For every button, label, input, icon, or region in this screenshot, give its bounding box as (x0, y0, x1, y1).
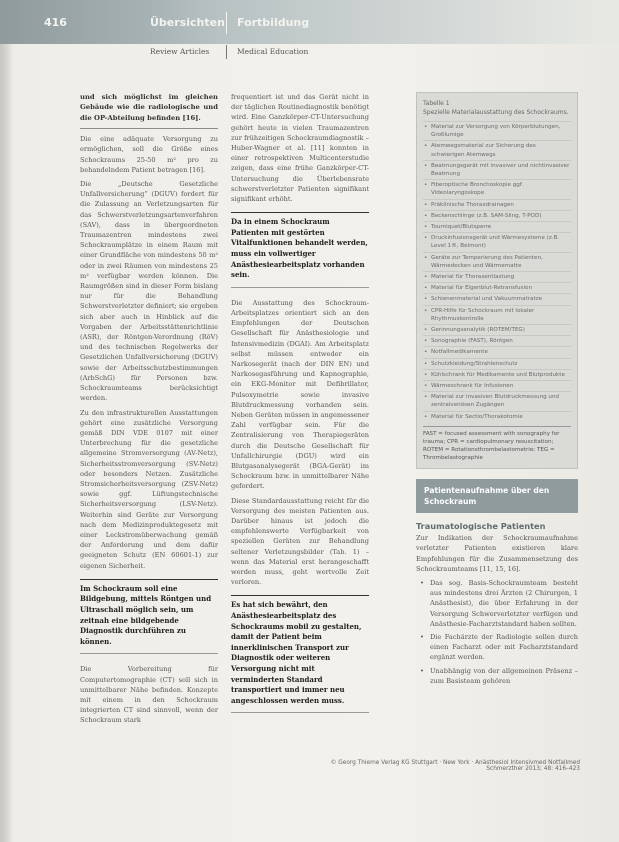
table-list-item: • Kühlschrank für Medikamente und Blutprodukte (423, 369, 571, 380)
paragraph: Diese Standardausstattung reicht für die Versorgung des meisten Patienten aus. Darüber hinaus ist jedoch die empfehlenswerte Verfügbarkeit von speziellen Geräten zur Behandlung seltener Verletzungsbilder (Tab. 1) – wenn das Material erst herangeschafft werden muss, geht wertvolle Zeit verloren. (231, 496, 369, 587)
binding-shadow (0, 0, 12, 842)
section-title-left: Übersichten (150, 16, 225, 29)
table-list-item: • Sonographie (FAST), Röntgen (423, 335, 571, 346)
table-list-item: • Schienenmaterial und Vakuummatratze (423, 293, 571, 304)
divider (80, 128, 218, 129)
subheader (0, 45, 619, 59)
table-list-item: • Material zur Versorgung von Körperblutungen, Großlumige (423, 121, 571, 140)
column-3 (416, 92, 578, 689)
table-list-item: • Gerinnungsanalytik (ROTEM/TEG) (423, 324, 571, 335)
paragraph: frequentiert ist und das Gerät nicht in der täglichen Routinediagnostik benötigt wird. Eine Ganzkörper-CT-Untersuchung gehört heute in vielen Traumazentren zur frühzeitigen Schockraumdiagnostik – Huber-Wagner et al. [11] konnten in einer retrospektiven Multicenterstudie zeigen, dass eine frühe Ganzkörper-CT-Untersuchung die Überlebensrate schwerstverletzter Patienten signifikant signifikant erhöht. (231, 93, 369, 204)
subheader-divider (226, 45, 227, 59)
table-list-item: • Material für Thoraxentlastung (423, 271, 571, 282)
paragraph: Zu den infrastrukturellen Ausstattungen gehört eine zusätzliche Versorgung gemäß DIN VDE 0107 mit einer Unterbrechung für die gesetzliche allgemeine Stromversorgung (AV-Netz), Sicherheitsstromversorgung (SV-Netz) oder besonders Netzen. Zusätzliche Stromsicherheitsversorgung (ZSV-Netz) sowie ggf. Lüftungstechnische Sicherheitsversorgung (LSV-Netz). Weiterhin sind Geräte zur Versorgung nach dem Medizinproduktegesetz mit einer Leckstromüberwachung gemäß der Anforderung und dem dafür geeigneten Schutz (EN 60601-1) zur eigenen Sicherheit. (80, 408, 218, 570)
subheader-left: Review Articles (150, 47, 210, 56)
subheader-right: Medical Education (237, 47, 309, 56)
table-list-item: • Material für Sectio/Thorakotomie (423, 411, 571, 422)
header (0, 8, 619, 36)
header-divider (226, 12, 227, 34)
column-1 (80, 92, 218, 730)
column-2 (231, 92, 369, 723)
callout-box: Es hat sich bewährt, den Anästhesiearbeitsplatz des Schockraums mobil zu gestalten, damit der Patient beim innerklinischen Transport zur Diagnostik oder weiteren Versorgung nicht mit verminderten Standard transportiert und immer neu angeschlossen werden muss. (231, 595, 369, 713)
table-list-item: • Schutzkleidung/Strahlenschutz (423, 358, 571, 369)
table-list-item: • Druckinfusionsgerät und Wärmesysteme (z.B. Level 1®, Belmont) (423, 232, 571, 251)
table-list-item: • Material zur invasiven Blutdruckmessung und zentralvenösen Zugängen (423, 391, 571, 410)
table-list-item: • Beckenschlinge (z.B. SAM-Sling, T-POD) (423, 210, 571, 221)
section-title-right: Fortbildung (237, 16, 310, 29)
bullet-item: • Unabhängig von der allgemeinen Präsenz – zum Basisteam gehören (416, 666, 578, 686)
bullet-item: • Die Fachärzte der Radiologie sollen durch einen Facharzt oder mit Facharztstandard ergänzt werden. (416, 632, 578, 663)
table-footnote: FAST = focused assessment with sonography for trauma; CPR = cardiopulmonary resuscitation; ROTEM = Rotationsthrombelastometrie; TEG = Thrombelastographie (423, 426, 571, 462)
paragraph: Die „Deutsche Gesetzliche Unfallversicherung“ (DGUV) fordert für die Zulassung an Verletzungsarten für das Schwerstverletzungsartenverfahren (SAV), dass in übergeordneten Traumazentren mindestens zwei Schockraumplätze in einem Raum mit einer Grundfläche von mindestens 50 m² oder in zwei Räumen von mindestens 25 m² verfügbar werden können. Die Raumgrößen sind in dieser Form bislang nur für die Behandlung Schwerstverletzter definiert; sie ergeben sich aber auch in Hinblick auf die Vorgaben der Arbeitsstättenrichtlinie (ASR), der Röntgen-Verordnung (RöV) und des technischen Regelwerks der Gesetzlichen Unfallversicherung (DGUV) sowie der Arbeitsschutzbestimmungen (ArbSchG) für Personen bzw. Schockraumteams berücksichtigt werden. (80, 180, 218, 403)
table-list-item: • Wärmeschrank für Infusionen (423, 380, 571, 391)
table-list-item: • Atemwegsmaterial zur Sicherung des schwierigen Atemwegs (423, 140, 571, 159)
page-footer: © Georg Thieme Verlag KG Stuttgart · New York · Anästhesiol Intensivmed Notfallmed Schmerzther 2013; 48: 416–423 (330, 760, 580, 772)
paragraph: Zur Indikation der Schockraumaufnahme verletzter Patienten existieren klare Empfehlungen für die Zusammensetzung des Schockraumteams [11, 15, 16]. (416, 534, 578, 573)
table-list-item: • Beatmungsgerät mit invasiver und nichtinvasiver Beatmung (423, 160, 571, 179)
lead-paragraph: und sich möglichst im gleichen Gebäude wie die radiologische und die OP-Abteilung befinden [16]. (80, 93, 218, 122)
table-list-item: • CPR-Hilfe für Schockraum mit lokaler Rhythmuskontrolle (423, 305, 571, 324)
paragraph: Die eine adäquate Versorgung zu ermöglichen, soll die Größe eines Schockraums 25-50 m² pro zu behandelndem Patient betragen [16]. (80, 135, 218, 174)
table-list-item: • Notfallmedikamente (423, 346, 571, 357)
table-list-item: • Geräte zur Temperierung des Patienten, Wärmedecken und Wärmematte (423, 252, 571, 271)
subsection-heading: Traumatologische Patienten (416, 520, 546, 531)
section-heading: Patientenaufnahme über den Schockraum (416, 479, 578, 513)
callout-box: Im Schockraum soll eine Bildgebung, mittels Röntgen und Ultraschall möglich sein, um zeitnah eine bildgebende Diagnostik durchführen zu können. (80, 579, 218, 655)
table-list-item: • Material für Eigenblut-Retransfusion (423, 282, 571, 293)
table-title: Tabelle 1 (423, 100, 450, 107)
table-subtitle: Spezielle Materialausstattung des Schockraums. (423, 109, 569, 116)
equipment-table (416, 92, 578, 469)
page-number: 416 (44, 16, 67, 29)
callout-box: Da in einem Schockraum Patienten mit gestörten Vitalfunktionen behandelt werden, muss ein vollwertiger Anästhesiearbeitsplatz vorhanden sein. (231, 212, 369, 288)
table-list-item: • Präklinische Thoraxdrainagen (423, 199, 571, 210)
table-list-item: • Tourniquet/Blutsperre (423, 221, 571, 232)
table-list-item: • Fiberoptische Bronchoskopie ggf. Videolaryngoskope (423, 179, 571, 198)
bullet-list (416, 578, 578, 686)
paragraph: Die Vorbereitung für Computertomographie (CT) soll sich in unmittelbarer Nähe befinden. Konzepte mit einem in den Schockraum integrierten CT sind sinnvoll, wenn der Schockraum stark (80, 665, 218, 725)
paragraph: Die Ausstattung des Schockraum-Arbeitsplatzes orientiert sich an den Empfehlungen der Deutschen Gesellschaft für Anästhesiologie und Intensivmedizin (DGAI). Am Arbeitsplatz selbst müssen entweder ein Narkosegerät (nach der DIN EN) und Narkosegasführung und Kapnographie, ein EKG-Monitor mit Defibrillator, Pulsoxymetrie sowie invasive Blutdruckmessung vorhanden sein. Neben Geräten müssen in angemessener Zahl verfügbar sein. Für die Zentralisierung von Therapiegeräten durch die Deutsche Gesellschaft für Unfallchirurgie (DGU) wird ein Blutgasanalysegerät (BGA-Gerät) im Schockraum bzw. in unmittelbarer Nähe gefordert. (231, 298, 369, 491)
table-list (423, 121, 571, 422)
bullet-item: • Das sog. Basis-Schockraumteam besteht aus mindestens drei Ärzten (2 Chirurgen, 1 Anästhesist), die über Erfahrung in der Versorgung Schwerverletzter verfügen und Anästhesie-Facharztstandard haben sollten. (416, 578, 578, 629)
